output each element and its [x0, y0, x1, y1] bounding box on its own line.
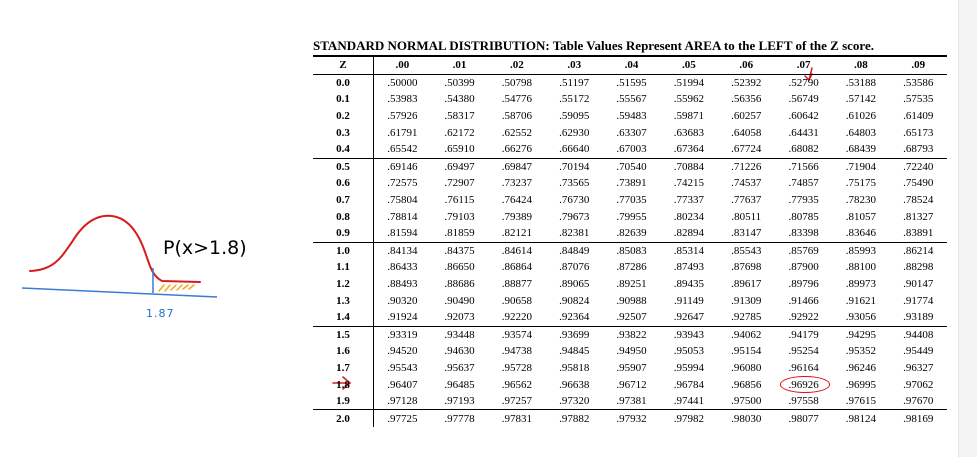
z-value-cell: 0.1	[313, 91, 374, 108]
table-cell: .95818	[559, 361, 590, 374]
table-cell: .73891	[616, 177, 647, 190]
table-cell: .69497	[444, 160, 475, 173]
table-cell: .95352	[845, 345, 877, 358]
table-cell: .55962	[673, 93, 705, 106]
table-cell: .81327	[903, 210, 934, 223]
table-cell: .50399	[444, 76, 475, 89]
table-cell: .93448	[444, 328, 475, 341]
table-cell: .71226	[731, 160, 762, 173]
table-cell: .50000	[387, 76, 418, 89]
table-cell: .68793	[890, 141, 947, 158]
table-cell: .90320	[387, 294, 418, 307]
table-cell: .96562	[501, 378, 532, 391]
z-value-cell: 0.8	[313, 208, 374, 225]
table-cell: .93943	[673, 328, 705, 341]
table-row	[313, 292, 947, 309]
table-cell: .71904	[845, 160, 877, 173]
table-cell: .98030	[731, 412, 762, 425]
table-cell: .91309	[731, 294, 762, 307]
table-cell: .88493	[387, 278, 418, 291]
table-cell: .56749	[788, 93, 819, 106]
table-cell: .90147	[903, 278, 934, 291]
table-cell: .69847	[501, 160, 532, 173]
table-cell: .80234	[673, 210, 705, 223]
z-value-cell: 1.3	[313, 292, 374, 309]
z-value-mark: 1.87	[146, 307, 175, 320]
table-cell: .64431	[788, 126, 819, 139]
table-cell: .87493	[673, 261, 705, 274]
table-cell: .97982	[673, 412, 705, 425]
table-row	[313, 393, 947, 410]
table-cell: .62930	[559, 126, 590, 139]
table-cell: .96327	[903, 361, 934, 374]
table-row	[313, 376, 947, 393]
table-cell: .69146	[387, 160, 418, 173]
table-cell: .79103	[444, 210, 475, 223]
table-cell: .85083	[616, 244, 647, 257]
table-cell: .85314	[673, 244, 705, 257]
table-cell: .62552	[501, 126, 532, 139]
column-header: .04	[603, 56, 660, 74]
table-cell: .87900	[788, 261, 819, 274]
table-cell: .93319	[387, 328, 418, 341]
table-row	[313, 175, 947, 192]
table-cell: .91774	[903, 294, 934, 307]
table-cell: .97670	[890, 393, 947, 410]
table-cell: .66276	[488, 141, 545, 158]
table-row	[313, 410, 947, 427]
table-cell: .91621	[845, 294, 877, 307]
table-cell: .59871	[673, 110, 705, 123]
table-row	[313, 91, 947, 108]
table-cell: .92785	[718, 309, 775, 326]
table-cell: .61791	[387, 126, 418, 139]
table-cell: .60642	[788, 110, 819, 123]
table-cell: .81859	[431, 225, 488, 242]
table-cell: .97725	[387, 412, 418, 425]
z-table-header	[313, 56, 947, 74]
table-cell: .72907	[444, 177, 475, 190]
z-value-cell: 1.2	[313, 276, 374, 293]
table-cell: .83646	[832, 225, 889, 242]
table-row	[313, 360, 947, 377]
table-cell: .88877	[501, 278, 532, 291]
table-cell: .96712	[616, 378, 647, 391]
z-value-cell: 0.2	[313, 108, 374, 125]
table-cell: .63307	[616, 126, 647, 139]
table-cell: .97441	[660, 393, 717, 410]
table-cell: .52790	[788, 76, 819, 89]
table-cell: .53586	[903, 76, 934, 89]
column-header: .00	[374, 56, 431, 74]
table-cell: .96407	[387, 378, 418, 391]
table-cell: .53983	[387, 93, 418, 106]
table-title: STANDARD NORMAL DISTRIBUTION: Table Values Represent AREA to the LEFT of the Z score.	[313, 38, 874, 53]
table-cell: .59095	[559, 110, 590, 123]
z-value-cell: 0.9	[313, 225, 374, 242]
table-row	[313, 208, 947, 225]
table-cell: .89796	[788, 278, 819, 291]
table-cell: .97062	[903, 378, 934, 391]
table-cell: .93699	[559, 328, 590, 341]
table-cell: .91924	[374, 309, 431, 326]
table-cell: .90824	[559, 294, 590, 307]
table-cell: .97778	[444, 412, 475, 425]
column-header: .09	[890, 56, 947, 74]
z-table-body	[313, 74, 947, 427]
probability-label: P(x>1.8)	[163, 237, 247, 259]
table-cell: .97831	[501, 412, 532, 425]
table-cell: .55172	[559, 93, 590, 106]
table-cell: .61026	[845, 110, 877, 123]
column-header: .06	[718, 56, 775, 74]
z-value-cell: 1.5	[313, 326, 374, 343]
table-cell: .88686	[444, 278, 475, 291]
table-cell: .86864	[501, 261, 532, 274]
table-cell: .51994	[673, 76, 705, 89]
column-header: .08	[832, 56, 889, 74]
table-cell: .67003	[603, 141, 660, 158]
z-value-cell: 1.4	[313, 309, 374, 326]
table-cell: .96638	[559, 378, 590, 391]
table-cell: .92647	[660, 309, 717, 326]
table-cell: .83398	[775, 225, 832, 242]
z-value-cell: 0.7	[313, 192, 374, 209]
table-cell: .51197	[559, 76, 590, 89]
table-cell: .97500	[718, 393, 775, 410]
table-cell: .75175	[845, 177, 877, 190]
table-cell: .57535	[903, 93, 934, 106]
table-cell: .93056	[832, 309, 889, 326]
table-cell: .95907	[616, 361, 647, 374]
table-cell: .95543	[387, 361, 418, 374]
table-cell: .73237	[501, 177, 532, 190]
table-cell: .98077	[788, 412, 819, 425]
table-row	[313, 192, 947, 209]
table-cell: .81594	[374, 225, 431, 242]
table-cell: .86214	[903, 244, 934, 257]
table-cell: .87286	[616, 261, 647, 274]
z-value-cell: 0.3	[313, 124, 374, 141]
table-cell: .60257	[731, 110, 762, 123]
x-axis-line	[22, 288, 217, 297]
table-cell: .75490	[903, 177, 934, 190]
table-cell: .67364	[660, 141, 717, 158]
table-cell: .64058	[731, 126, 762, 139]
table-cell: .84134	[387, 244, 418, 257]
table-row	[313, 124, 947, 141]
table-cell: .94630	[444, 345, 475, 358]
table-cell: .85543	[731, 244, 762, 257]
table-cell: .95254	[788, 345, 819, 358]
table-cell: .80511	[731, 210, 762, 223]
table-cell: .72575	[387, 177, 418, 190]
table-cell: .92073	[431, 309, 488, 326]
column-header: .01	[431, 56, 488, 74]
table-cell: .52392	[731, 76, 762, 89]
table-cell: .75804	[387, 194, 418, 207]
header-row	[313, 56, 947, 74]
table-cell: .89065	[559, 278, 590, 291]
table-cell: .92507	[603, 309, 660, 326]
table-cell: .85769	[788, 244, 819, 257]
table-cell: .89435	[673, 278, 705, 291]
z-value-cell: 2.0	[313, 410, 374, 427]
table-cell: .95154	[731, 345, 762, 358]
table-cell: .55567	[616, 93, 647, 106]
table-cell: .97193	[431, 393, 488, 410]
table-cell: .96080	[731, 361, 762, 374]
table-cell: .96164	[788, 361, 819, 374]
table-cell: .97615	[832, 393, 889, 410]
table-cell: .91466	[788, 294, 819, 307]
table-cell: .92922	[775, 309, 832, 326]
z-value-cell: 1.0	[313, 242, 374, 259]
table-cell: .83147	[718, 225, 775, 242]
table-cell: .76115	[444, 194, 475, 207]
table-cell: .65173	[903, 126, 934, 139]
table-cell: .61409	[903, 110, 934, 123]
table-cell: .74215	[673, 177, 705, 190]
table-cell: .82121	[488, 225, 545, 242]
table-cell: .90988	[616, 294, 647, 307]
z-table	[313, 55, 947, 427]
table-cell: .97381	[603, 393, 660, 410]
table-cell: .76730	[559, 194, 590, 207]
table-cell: .96995	[845, 378, 877, 391]
table-cell: .93574	[501, 328, 532, 341]
table-cell: .96485	[444, 378, 475, 391]
table-cell: .73565	[559, 177, 590, 190]
z-value-cell: 0.5	[313, 158, 374, 175]
table-cell: .81057	[845, 210, 877, 223]
table-cell: .98169	[903, 412, 934, 425]
table-cell: .54776	[501, 93, 532, 106]
column-header: .07	[775, 56, 832, 74]
z-value-cell: 1.6	[313, 343, 374, 360]
table-cell: .82381	[546, 225, 603, 242]
table-cell: .64803	[845, 126, 877, 139]
table-cell: .70884	[673, 160, 705, 173]
table-row	[313, 108, 947, 125]
table-cell: .96856	[731, 378, 762, 391]
table-cell: .94950	[616, 345, 647, 358]
z-value-cell: 1.7	[313, 360, 374, 377]
table-cell: .84614	[501, 244, 532, 257]
table-cell: .70194	[559, 160, 590, 173]
table-cell: .97257	[488, 393, 545, 410]
highlighted-cell: .96926	[775, 376, 832, 393]
table-cell: .67724	[718, 141, 775, 158]
table-cell: .97558	[775, 393, 832, 410]
table-cell: .94062	[731, 328, 762, 341]
table-cell: .92364	[546, 309, 603, 326]
table-cell: .87076	[559, 261, 590, 274]
table-cell: .77337	[673, 194, 705, 207]
table-cell: .70540	[616, 160, 647, 173]
table-cell: .62172	[444, 126, 475, 139]
table-cell: .78230	[845, 194, 877, 207]
table-cell: .57926	[387, 110, 418, 123]
table-cell: .94408	[903, 328, 934, 341]
table-cell: .53188	[845, 76, 877, 89]
table-cell: .97882	[559, 412, 590, 425]
table-cell: .94738	[501, 345, 532, 358]
table-cell: .82639	[603, 225, 660, 242]
table-cell: .74857	[788, 177, 819, 190]
table-cell: .96246	[845, 361, 877, 374]
table-cell: .92220	[488, 309, 545, 326]
table-cell: .94520	[387, 345, 418, 358]
table-cell: .98124	[845, 412, 877, 425]
table-cell: .85993	[845, 244, 877, 257]
table-cell: .58317	[444, 110, 475, 123]
table-cell: .74537	[731, 177, 762, 190]
table-row	[313, 326, 947, 343]
table-cell: .77935	[788, 194, 819, 207]
table-cell: .83891	[890, 225, 947, 242]
z-column-header: Z	[313, 56, 374, 74]
table-row	[313, 225, 947, 242]
table-cell: .86650	[444, 261, 475, 274]
z-value-cell: 0.4	[313, 141, 374, 158]
table-cell: .95637	[444, 361, 475, 374]
table-row	[313, 74, 947, 91]
z-value-cell: 0.0	[313, 74, 374, 91]
table-cell: .68082	[775, 141, 832, 158]
table-cell: .89251	[616, 278, 647, 291]
table-cell: .97932	[616, 412, 647, 425]
z-value-cell: 0.6	[313, 175, 374, 192]
table-cell: .77637	[731, 194, 762, 207]
table-cell: .96784	[673, 378, 705, 391]
table-cell: .66640	[546, 141, 603, 158]
column-header: .03	[546, 56, 603, 74]
table-cell: .54380	[444, 93, 475, 106]
table-cell: .88100	[845, 261, 877, 274]
table-cell: .95449	[903, 345, 934, 358]
table-cell: .90658	[501, 294, 532, 307]
table-cell: .88298	[903, 261, 934, 274]
z-value-cell: 1.8	[313, 376, 374, 393]
table-row	[313, 309, 947, 326]
shaded-tail-area	[159, 285, 194, 291]
column-header: .02	[488, 56, 545, 74]
table-cell: .90490	[444, 294, 475, 307]
table-row	[313, 242, 947, 259]
table-cell: .59483	[616, 110, 647, 123]
table-cell: .77035	[616, 194, 647, 207]
table-row	[313, 276, 947, 293]
table-cell: .89973	[845, 278, 877, 291]
table-cell: .65542	[374, 141, 431, 158]
table-cell: .97320	[546, 393, 603, 410]
table-cell: .78814	[387, 210, 418, 223]
table-cell: .79673	[559, 210, 590, 223]
table-cell: .86433	[387, 261, 418, 274]
table-cell: .82894	[660, 225, 717, 242]
table-cell: .68439	[832, 141, 889, 158]
z-value-cell: 1.1	[313, 259, 374, 276]
table-cell: .95053	[673, 345, 705, 358]
table-cell: .58706	[501, 110, 532, 123]
table-cell: .79955	[616, 210, 647, 223]
table-cell: .79389	[501, 210, 532, 223]
table-cell: .72240	[903, 160, 934, 173]
column-header: .05	[660, 56, 717, 74]
table-cell: .95994	[673, 361, 705, 374]
table-cell: .84849	[559, 244, 590, 257]
table-cell: .87698	[731, 261, 762, 274]
table-cell: .50798	[501, 76, 532, 89]
table-cell: .91149	[673, 294, 704, 307]
table-cell: .94295	[845, 328, 877, 341]
table-cell: .95728	[501, 361, 532, 374]
table-cell: .57142	[845, 93, 877, 106]
table-row	[313, 158, 947, 175]
table-cell: .63683	[673, 126, 705, 139]
table-row	[313, 259, 947, 276]
table-cell: .76424	[501, 194, 532, 207]
table-cell: .89617	[731, 278, 762, 291]
table-cell: .71566	[788, 160, 819, 173]
table-cell: .97128	[374, 393, 431, 410]
table-cell: .80785	[788, 210, 819, 223]
table-cell: .65910	[431, 141, 488, 158]
table-cell: .93189	[890, 309, 947, 326]
table-cell: .56356	[731, 93, 762, 106]
table-row	[313, 343, 947, 360]
z-value-cell: 1.9	[313, 393, 374, 410]
table-row	[313, 141, 947, 158]
table-cell: .93822	[616, 328, 647, 341]
table-cell: .84375	[444, 244, 475, 257]
table-cell: .78524	[903, 194, 934, 207]
table-cell: .94845	[559, 345, 590, 358]
table-cell: .51595	[616, 76, 647, 89]
table-cell: .94179	[788, 328, 819, 341]
